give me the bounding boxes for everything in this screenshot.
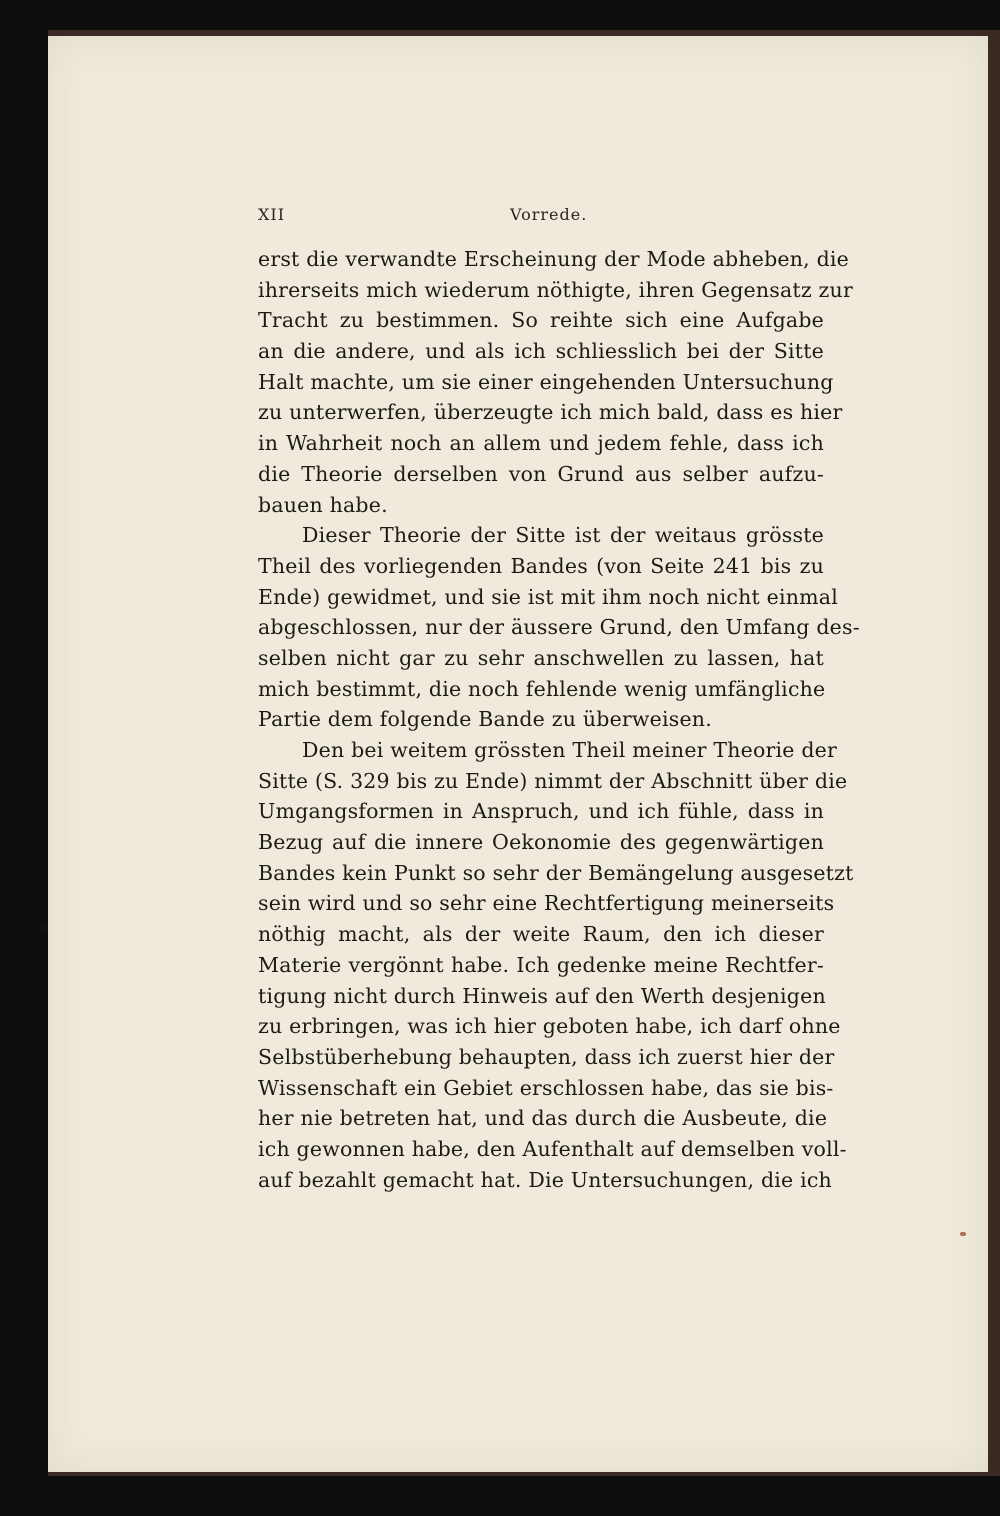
text-line: Dieser Theorie der Sitte ist der weitaus grösste: [302, 523, 824, 548]
text-line: auf bezahlt gemacht hat. Die Untersuchungen, die ich: [258, 1167, 832, 1192]
text-line: ihrerseits mich wiederum nöthigte, ihren Gegensatz zur: [258, 277, 853, 302]
text-line: Ende) gewidmet, und sie ist mit ihm noch nicht einmal: [258, 584, 838, 609]
text-line: erst die verwandte Erscheinung der Mode abheben, die: [258, 247, 849, 271]
text-line: an die andere, und als ich schliesslich bei der Sitte: [258, 339, 824, 364]
text-line: ich gewonnen habe, den Aufenthalt auf demselben voll-: [258, 1136, 847, 1161]
text-line: sein wird und so sehr eine Rechtfertigung meinerseits: [258, 891, 835, 916]
text-line: Tracht zu bestimmen. So reihte sich eine Aufgabe: [258, 308, 824, 333]
text-line: Wissenschaft ein Gebiet erschlossen habe, das sie bis-: [258, 1075, 834, 1100]
text-line: in Wahrheit noch an allem und jedem fehle, dass ich: [258, 431, 824, 456]
text-line: nöthig macht, als der weite Raum, den ich dieser: [258, 922, 824, 947]
text-line: mich bestimmt, die noch fehlende wenig umfängliche: [258, 676, 826, 701]
page-heading: Vorrede.: [510, 205, 588, 224]
text-line: Umgangsformen in Anspruch, und ich fühle, dass in: [258, 799, 824, 824]
text-line: abgeschlossen, nur der äussere Grund, den Umfang des-: [258, 615, 860, 640]
text-line: selben nicht gar zu sehr anschwellen zu lassen, hat: [258, 645, 824, 670]
running-header: [258, 205, 824, 229]
text-line: die Theorie derselben von Grund aus selber aufzu-: [258, 461, 824, 486]
paragraph: [258, 735, 854, 1195]
ink-speck: [960, 1232, 966, 1236]
text-line: Bandes kein Punkt so sehr der Bemängelung ausgesetzt: [258, 860, 854, 885]
text-line: tigung nicht durch Hinweis auf den Werth desjenigen: [258, 983, 826, 1008]
text-line: bauen habe.: [258, 492, 388, 517]
text-line: zu unterwerfen, überzeugte ich mich bald, dass es hier: [258, 400, 843, 425]
spine-marker-icon: [40, 922, 48, 934]
page-number: XII: [258, 205, 286, 224]
text-line: her nie betreten hat, und das durch die Ausbeute, die: [258, 1106, 828, 1131]
paragraph: [258, 520, 860, 735]
text-line: Selbstüberhebung behaupten, dass ich zuerst hier der: [258, 1044, 835, 1069]
text-line: Partie dem folgende Bande zu überweisen.: [258, 707, 712, 732]
body-text: [258, 244, 860, 1195]
paragraph: [258, 244, 853, 520]
text-line: Halt machte, um sie einer eingehenden Untersuchung: [258, 369, 834, 394]
text-line: zu erbringen, was ich hier geboten habe, ich darf ohne: [258, 1014, 841, 1039]
text-line: Materie vergönnt habe. Ich gedenke meine Rechtfer-: [258, 952, 824, 977]
text-line: Theil des vorliegenden Bandes (von Seite 241 bis zu: [258, 553, 824, 578]
text-line: Bezug auf die innere Oekonomie des gegenwärtigen: [258, 830, 824, 855]
text-line: Sitte (S. 329 bis zu Ende) nimmt der Abschnitt über die: [258, 768, 848, 793]
text-line: Den bei weitem grössten Theil meiner Theorie der: [302, 738, 837, 762]
